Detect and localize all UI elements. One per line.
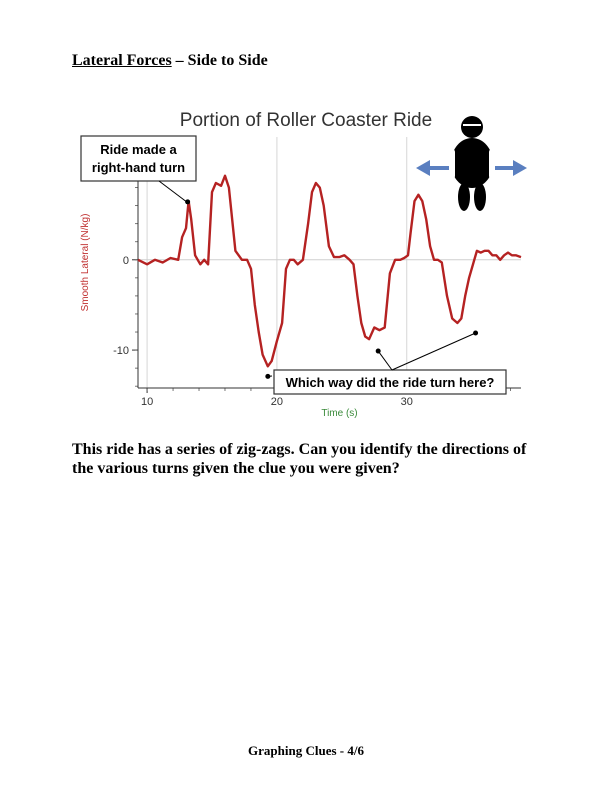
callout-pointer-tip — [265, 374, 270, 379]
callout-text-turn: Ride made a — [100, 142, 177, 157]
callout-pointer-tip — [376, 349, 381, 354]
callout-text-question: Which way did the ride turn here? — [285, 375, 495, 390]
heading-title: Lateral Forces — [72, 52, 172, 69]
y-axis-label: Smooth Lateral (N/kg) — [80, 213, 91, 312]
person-leg-right — [474, 183, 486, 211]
chart-svg — [76, 100, 536, 430]
x-tick-label: 30 — [400, 396, 413, 408]
y-tick-label: 0 — [122, 254, 129, 267]
callout-pointer-tip — [185, 199, 190, 204]
chart — [76, 100, 536, 430]
question-text: This ride has a series of zig-zags. Can you identify the directions of the various turns given the clue you were given? — [72, 441, 527, 477]
heading-rest: – Side to Side — [171, 52, 268, 69]
person-arm-gap-left — [449, 149, 455, 179]
x-tick-label: 10 — [140, 396, 154, 408]
x-axis-label: Time (s) — [321, 408, 358, 419]
person-arm-gap-right — [489, 149, 495, 179]
person-leg-left — [458, 183, 470, 211]
callout-text-turn: right-hand turn — [91, 160, 186, 175]
y-tick-label: -10 — [113, 345, 129, 358]
person-head — [461, 116, 483, 138]
callout-pointer-tip — [473, 330, 478, 335]
chart-title: Portion of Roller Coaster Ride — [179, 110, 433, 131]
x-tick-label: 20 — [270, 396, 284, 408]
person-body — [451, 138, 493, 188]
page-footer: Graphing Clues - 4/6 — [248, 743, 364, 758]
page-heading — [72, 52, 268, 70]
